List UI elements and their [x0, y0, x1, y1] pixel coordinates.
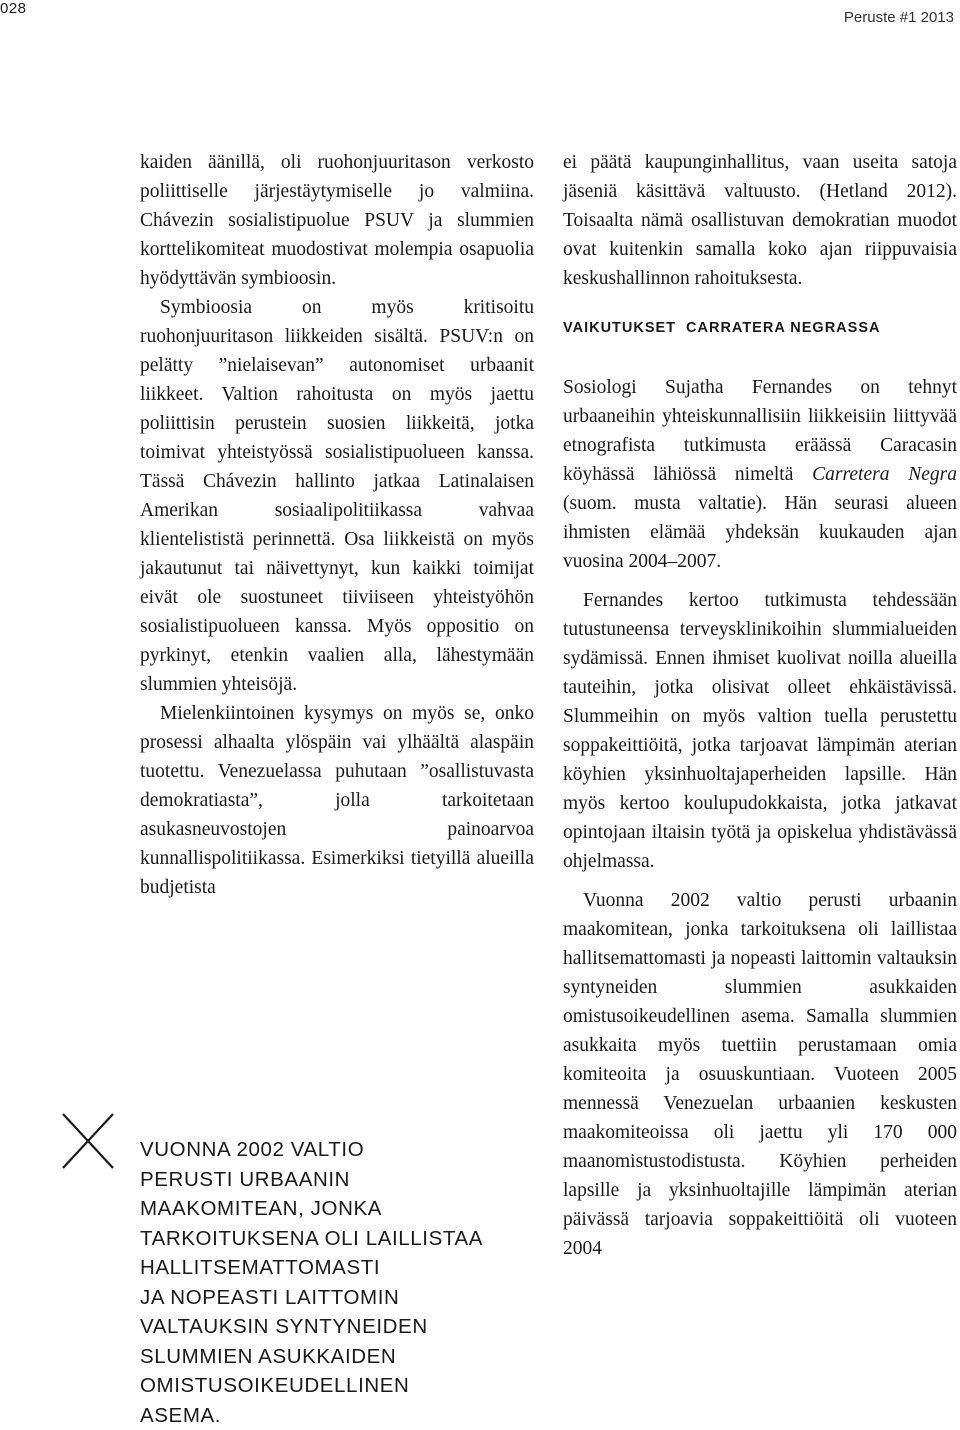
- section-heading-part-1: VAIKUTUKSET: [563, 320, 676, 336]
- right-paragraph-2: [563, 373, 957, 576]
- pull-quote: [140, 1135, 560, 1430]
- right-column: [563, 148, 957, 1263]
- pull-quote-line: VALTAUKSIN SYNTYNEIDEN: [140, 1312, 560, 1342]
- pull-quote-line: MAAKOMITEAN, JONKA: [140, 1194, 560, 1224]
- pull-quote-line: TARKOITUKSENA OLI LAILLISTAA: [140, 1224, 560, 1254]
- right-paragraph-4: Vuonna 2002 valtio perusti urbaanin maakomitean, jonka tarkoituksena oli laillistaa hallitsemattomasti ja nopeasti laittomin valtauksin syntyneiden slummien asukkaiden omistusoikeudellinen asema. Samalla slummien asukkaita myös tuettiin perustamaan omia komiteoita ja osuuskuntiaan. Vuoteen 2005 mennessä Venezuelan urbaanien keskusten maakomiteoissa oli jaettu yli 170 000 maanomistustodistusta. Köyhien perheiden lapsille ja yksinhuoltajille lämpimän aterian päivässä tarjoavia soppakeittiöitä oli vuoteen 2004: [563, 886, 957, 1263]
- right-paragraph-2-end: (suom. musta valtatie). Hän seurasi alueen ihmisten elämää yhdeksän kuukauden ajan vuosina 2004–2007.: [563, 493, 957, 572]
- place-name-italic: Carretera Negra: [812, 464, 957, 485]
- section-heading-part-2: CARRATERA NEGRASSA: [686, 320, 880, 336]
- left-paragraph-3: Mielenkiintoinen kysymys on myös se, onko prosessi alhaalta ylöspäin vai ylhäältä alaspäin tuotettu. Venezuelassa puhutaan ”osallistuvasta demokratiasta”, jolla tarkoitetaan asukasneuvostojen painoarvoa kunnallispolitiikassa. Esimerkiksi tietyillä alueilla budjetista: [140, 699, 534, 902]
- left-column: [140, 148, 534, 902]
- page-number: 028: [0, 0, 27, 17]
- pull-quote-line: SLUMMIEN ASUKKAIDEN: [140, 1342, 560, 1372]
- pull-quote-line: JA NOPEASTI LAITTOMIN: [140, 1283, 560, 1313]
- pull-quote-line: ASEMA.: [140, 1401, 560, 1430]
- pull-quote-line: HALLITSEMATTOMASTI: [140, 1253, 560, 1283]
- right-paragraph-3: Fernandes kertoo tutkimusta tehdessään tutustuneensa terveysklinikoihin slummialueiden sydämissä. Ennen ihmiset kuolivat noilla alueilla tauteihin, jotka olisivat olleet ehkäistävissä. Slummeihin on myös valtion tuella perustettu soppakeittiöitä, jotka tarjoavat lämpimän aterian köyhien yksinhuoltajaperheiden lapsille. Hän myös kertoo koulupudokkaista, jotka jatkavat opintojaan iltaisin työtä ja opiskelua yhdistävässä ohjelmassa.: [563, 586, 957, 876]
- pull-quote-line: PERUSTI URBAANIN: [140, 1165, 560, 1195]
- pull-quote-line: OMISTUSOIKEUDELLINEN: [140, 1371, 560, 1401]
- section-heading: [563, 314, 957, 343]
- pull-quote-line: VUONNA 2002 VALTIO: [140, 1135, 560, 1165]
- issue-label: Peruste #1 2013: [844, 9, 954, 26]
- left-paragraph-2: Symbioosia on myös kritisoitu ruohonjuuritason liikkeiden sisältä. PSUV:n on pelätty ”nielaisevan” autonomiset urbaanit liikkeet. Valtion rahoitusta on myös jaettu poliittisin perustein suosien liikkeitä, jotka toimivat yhteistyössä sosialistipuolueen kanssa. Tässä Chávezin hallinto jatkaa Latinalaisen Amerikan sosiaalipolitiikassa vahvaa klientelististä perinnettä. Osa liikkeistä on myös jakautunut tai näivettynyt, kun kaikki toimijat eivät ole suostuneet tiiviiseen yhteistyöhön sosialistipuolueen kanssa. Myös oppositio on pyrkinyt, etenkin vaalien alla, lähestymään slummien yhteisöjä.: [140, 293, 534, 699]
- right-paragraph-1: ei päätä kaupunginhallitus, vaan useita satoja jäseniä käsittävä valtuusto. (Hetland 2012). Toisaalta nämä osallistuvan demokratian muodot ovat kuitenkin samalla koko ajan riippuvaisia keskushallinnon rahoituksesta.: [563, 148, 957, 293]
- left-paragraph-1: kaiden äänillä, oli ruohonjuuritason verkosto poliittiselle järjestäytymiselle jo valmiina. Chávezin sosialistipuolue PSUV ja slummien korttelikomiteat muodostivat molempia osapuolia hyödyttävän symbioosin.: [140, 148, 534, 293]
- x-mark-icon: [62, 1113, 114, 1169]
- right-paragraph-2-start: Sosiologi Sujatha Fernandes on tehnyt urbaaneihin yhteiskunnallisiin liikkeisiin liittyvää etnografista tutkimusta eräässä Caracasin köyhässä lähiössä nimeltä: [563, 377, 957, 485]
